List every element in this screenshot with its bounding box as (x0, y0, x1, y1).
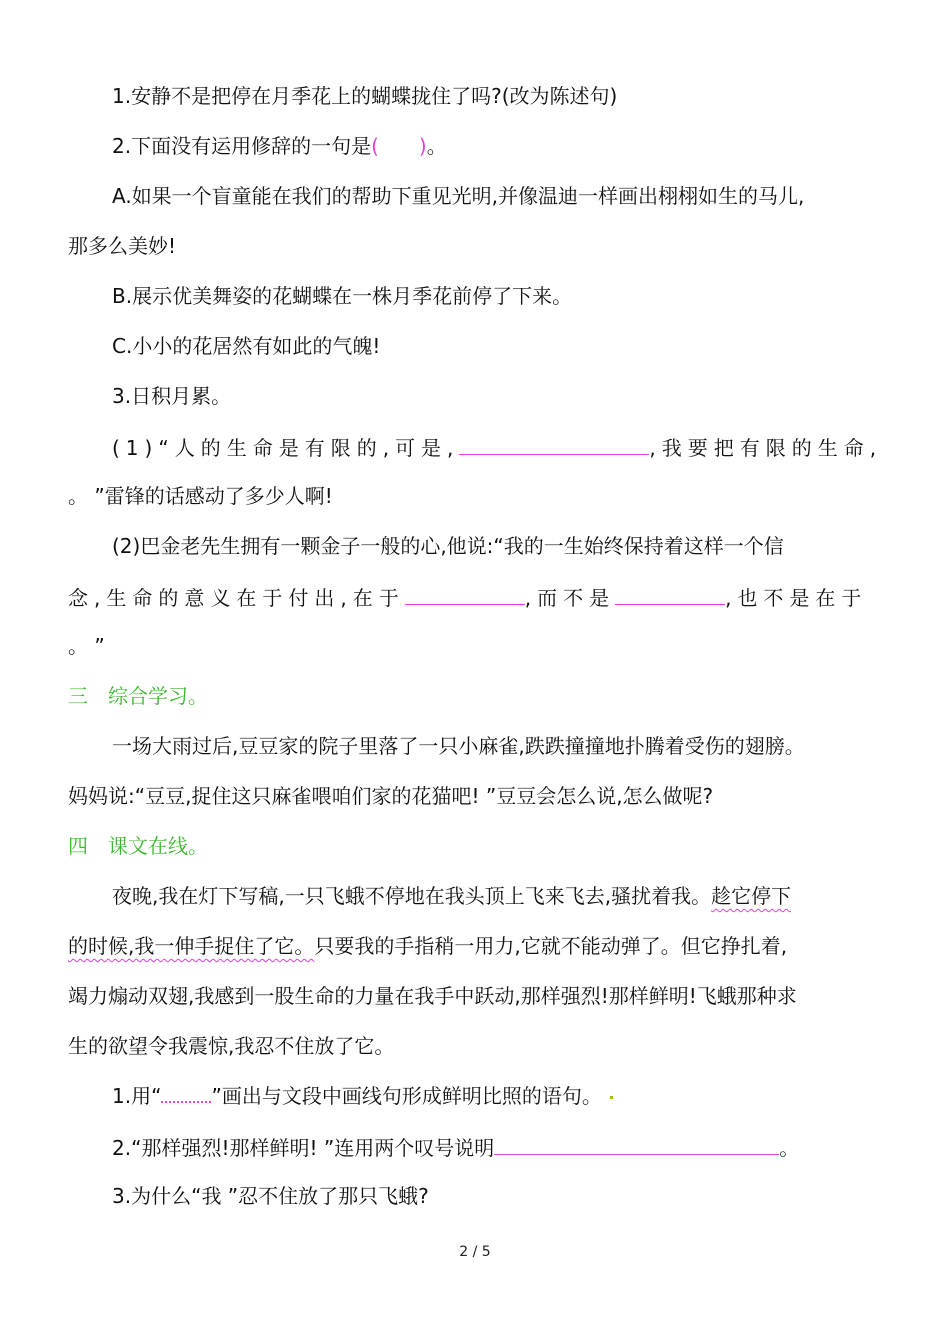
question-2-3-2-line1: (2)巴金老先生拥有一颗金子一般的心,他说:“我的一生始终保持着这样一个信 (112, 534, 784, 558)
q3-1-text-b: ,我要把有限的生命, (649, 436, 883, 460)
section-4-heading: 四 课文在线。 (68, 834, 208, 858)
underlined-sentence-b: 的时候,我一伸手捉住了它。 (68, 934, 315, 958)
underlined-sentence-a: 趁它停下 (711, 884, 792, 908)
q3-2-blank-2[interactable] (615, 582, 725, 605)
q4-2-text-b: 。 (779, 1136, 800, 1160)
option-b: B.展示优美舞姿的花蝴蝶在一株月季花前停了下来。 (112, 284, 573, 308)
page-number: 2 / 5 (459, 1244, 491, 1260)
section-4-question-1 (112, 1082, 613, 1110)
section-4-para-line2 (68, 932, 787, 960)
section-3-para-line2: 妈妈说:“豆豆,捉住这只麻雀喂咱们家的花猫吧! ”豆豆会怎么说,怎么做呢? (68, 784, 714, 808)
question-2-2 (112, 132, 447, 160)
para-l2-text-b: 只要我的手指稍一用力,它就不能动弹了。 (314, 934, 681, 958)
q4-2-text-a: 2.“那样强烈!那样鲜明! ”连用两个叹号说明 (112, 1136, 495, 1160)
section-4-para-line4: 生的欲望令我震惊,我忍不住放了它。 (68, 1034, 395, 1058)
question-2-3: 3.日积月累。 (112, 384, 232, 408)
q3-2-blank-1[interactable] (405, 582, 525, 605)
option-a-line1: A.如果一个盲童能在我们的帮助下重见光明,并像温迪一样画出栩栩如生的马儿, (112, 184, 805, 208)
q3-2-text-b: ,而不是 (524, 586, 616, 610)
answer-paren-open: ( (371, 134, 379, 158)
q3-1-blank[interactable] (459, 432, 649, 455)
section-3-heading: 三 综合学习。 (68, 684, 208, 708)
question-2-3-1-line2: 。 ”雷锋的话感动了多少人啊! (68, 484, 333, 508)
section-3-para-line1: 一场大雨过后,豆豆家的院子里落了一只小麻雀,跌跌撞撞地扑腾着受伤的翅膀。 (112, 734, 805, 758)
section-4-question-3: 3.为什么“我 ”忍不住放了那只飞蛾? (112, 1184, 429, 1208)
q3-2-text-c: ,也不是在于 (725, 586, 868, 610)
question-2-2-text: 2.下面没有运用修辞的一句是 (112, 134, 372, 158)
para-l1-text: 夜晚,我在灯下写稿,一只飞蛾不停地在我头顶上飞来飞去,骚扰着我。 (112, 884, 712, 908)
section-4-para-line1 (112, 882, 791, 910)
para-l2-text-c: 但它挣扎着, (680, 934, 788, 958)
option-c: C.小小的花居然有如此的气魄! (112, 334, 381, 358)
question-2-1: 1.安静不是把停在月季花上的蝴蝶拢住了吗?(改为陈述句) (112, 84, 618, 108)
wavy-line-sample (161, 1083, 211, 1103)
question-2-3-1-line1 (112, 432, 882, 462)
section-4-para-line3: 竭力煽动双翅,我感到一股生命的力量在我手中跃动,那样强烈!那样鲜明!飞蛾那种求 (68, 984, 797, 1008)
q4-2-blank[interactable] (494, 1132, 779, 1155)
q4-1-text-b: ”画出与文段中画线句形成鲜明比照的语句。 (211, 1084, 602, 1108)
section-4-question-2 (112, 1132, 799, 1162)
question-2-2-end: 。 (426, 134, 447, 158)
question-2-3-2-line2 (68, 582, 867, 612)
q3-2-text-a: 念,生命的意义在于付出,在于 (68, 586, 405, 610)
question-2-3-2-line3: 。 ” (68, 634, 105, 658)
q4-1-text-a: 1.用“ (112, 1084, 162, 1108)
answer-paren-close: ) (418, 134, 427, 158)
marker-dot (610, 1096, 613, 1099)
option-a-line2: 那多么美妙! (68, 234, 177, 258)
q3-1-text-a: (1)“人的生命是有限的,可是, (112, 436, 460, 460)
